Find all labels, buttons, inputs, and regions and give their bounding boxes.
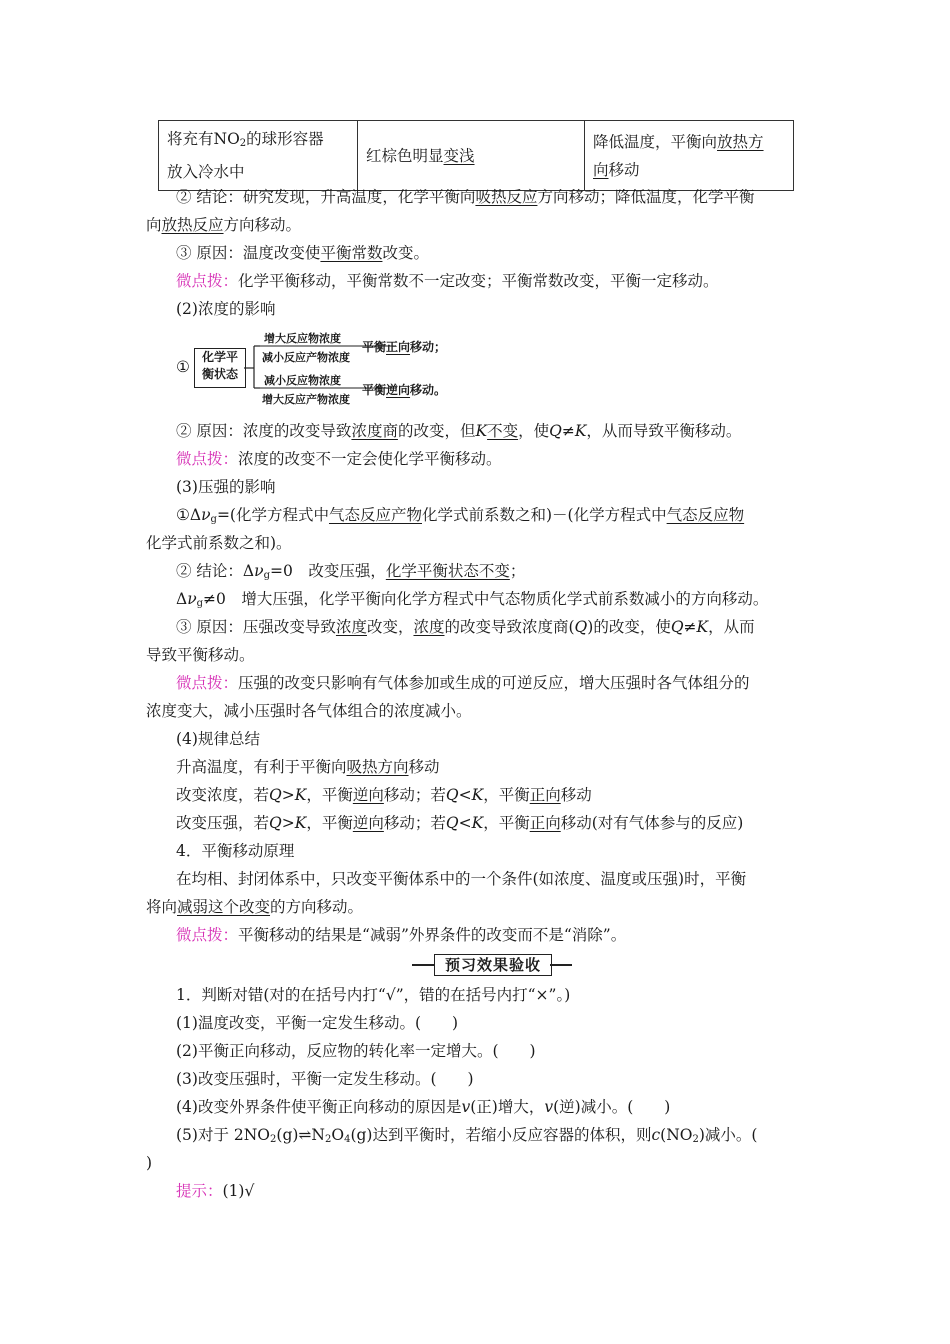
pressure-tip: 微点拨：压强的改变只影响有气体参加或生成的可逆反应，增大压强时各气体组分的 [176, 674, 750, 692]
rule-heading: (4)规律总结 [176, 730, 260, 748]
result-forward: 平衡正向移动； [362, 340, 447, 354]
quiz-item-4: (4)改变外界条件使平衡正向移动的原因是v(正)增大，v(逆)减小。( ) [176, 1098, 671, 1116]
pressure-reason-cont: 导致平衡移动。 [146, 646, 255, 664]
table-row [159, 121, 794, 191]
quiz-instruction: 1．判断对错(对的在括号内打“√”，错的在括号内打“×”。) [176, 986, 571, 1004]
temp-conclusion-line2: 向放热反应方向移动。 [146, 216, 302, 234]
pressure-heading: (3)压强的影响 [176, 478, 276, 496]
quiz-hint: 提示：(1)√ [176, 1182, 255, 1200]
quiz-item-1: (1)温度改变，平衡一定发生移动。( ) [176, 1014, 459, 1032]
principle-heading: 4．平衡移动原理 [176, 842, 295, 860]
table-cell-conclusion: 降低温度，平衡向放热方 向移动 [585, 121, 794, 191]
pressure-conclusion: ② 结论：$\Delta\nu_g=0$ 改变压强，化学平衡状态不变； [176, 562, 526, 581]
pressure-line1-cont: 化学式前系数之和)。 [146, 534, 292, 552]
rule-pressure: 改变压强，若Q>K，平衡逆向移动；若Q<K，平衡正向移动(对有气体参与的反应) [176, 814, 744, 832]
pressure-conclusion-2: $\Delta\nu_g\ne 0$ 增大压强，化学平衡向化学方程式中气态物质化学式前系数减小的方向移动。 [176, 590, 769, 609]
temp-reason: ③ 原因：温度改变使平衡常数改变。 [176, 244, 429, 262]
concentration-tip: 微点拨：浓度的改变不一定会使化学平衡移动。 [176, 450, 502, 468]
principle-line1: 在均相、封闭体系中，只改变平衡体系中的一个条件(如浓度、温度或压强)时，平衡 [176, 870, 747, 888]
equilibrium-state-box: 化学平 衡状态 [194, 348, 246, 388]
section-banner: 预习效果验收 [412, 954, 572, 976]
principle-line2: 将向减弱这个改变的方向移动。 [146, 898, 364, 916]
quiz-item-3: (3)改变压强时，平衡一定发生移动。( ) [176, 1070, 474, 1088]
rule-concentration: 改变浓度，若Q>K，平衡逆向移动；若Q<K，平衡正向移动 [176, 786, 592, 804]
result-reverse: 平衡逆向移动。 [362, 383, 447, 397]
concentration-reason: ② 原因：浓度的改变导致浓度商的改变，但K不变，使Q≠K，从而导致平衡移动。 [176, 422, 742, 440]
concentration-diagram: ① 化学平 衡状态 增大反应物浓度 减小反应产物浓度 减小反应物浓度 增大反应产物浓度 平衡正向移动； 平衡逆向移动。 [176, 326, 516, 410]
pressure-line1: $①\Delta\nu_g=$(化学方程式中气态反应产物化学式前系数之和)－(化学方程式中气态反应物 [176, 506, 745, 525]
equilibrium-arrow: ⇌ [298, 1126, 312, 1144]
pressure-tip-cont: 浓度变大，减小压强时各气体组合的浓度减小。 [146, 702, 472, 720]
table-cell-phenomenon: 红棕色明显变浅 [358, 121, 585, 191]
experiment-table [158, 120, 794, 191]
concentration-heading: (2)浓度的影响 [176, 300, 276, 318]
quiz-item-5: (5)对于 $2NO_2(g)\rightleftharpoons N_2O_4(g)$达到平衡时，若缩小反应容器的体积，则$c(NO_2)$减小。( [176, 1126, 758, 1145]
quiz-item-2: (2)平衡正向移动，反应物的转化率一定增大。( ) [176, 1042, 536, 1060]
principle-tip: 微点拨：平衡移动的结果是“减弱”外界条件的改变而不是“消除”。 [176, 926, 627, 944]
temp-conclusion-line1: ② 结论：研究发现，升高温度，化学平衡向吸热反应方向移动；降低温度，化学平衡 [176, 188, 755, 206]
table-cell-operation: 将充有$NO_2$的球形容器 放入冷水中 [159, 121, 358, 191]
pressure-reason: ③ 原因：压强改变导致浓度改变，浓度的改变导致浓度商(Q)的改变，使Q≠K，从而 [176, 618, 755, 636]
rule-temperature: 升高温度，有利于平衡向吸热方向移动 [176, 758, 440, 776]
temp-tip: 微点拨：化学平衡移动，平衡常数不一定改变；平衡常数改变，平衡一定移动。 [176, 272, 719, 290]
quiz-item-5-cont: ) [146, 1154, 153, 1172]
